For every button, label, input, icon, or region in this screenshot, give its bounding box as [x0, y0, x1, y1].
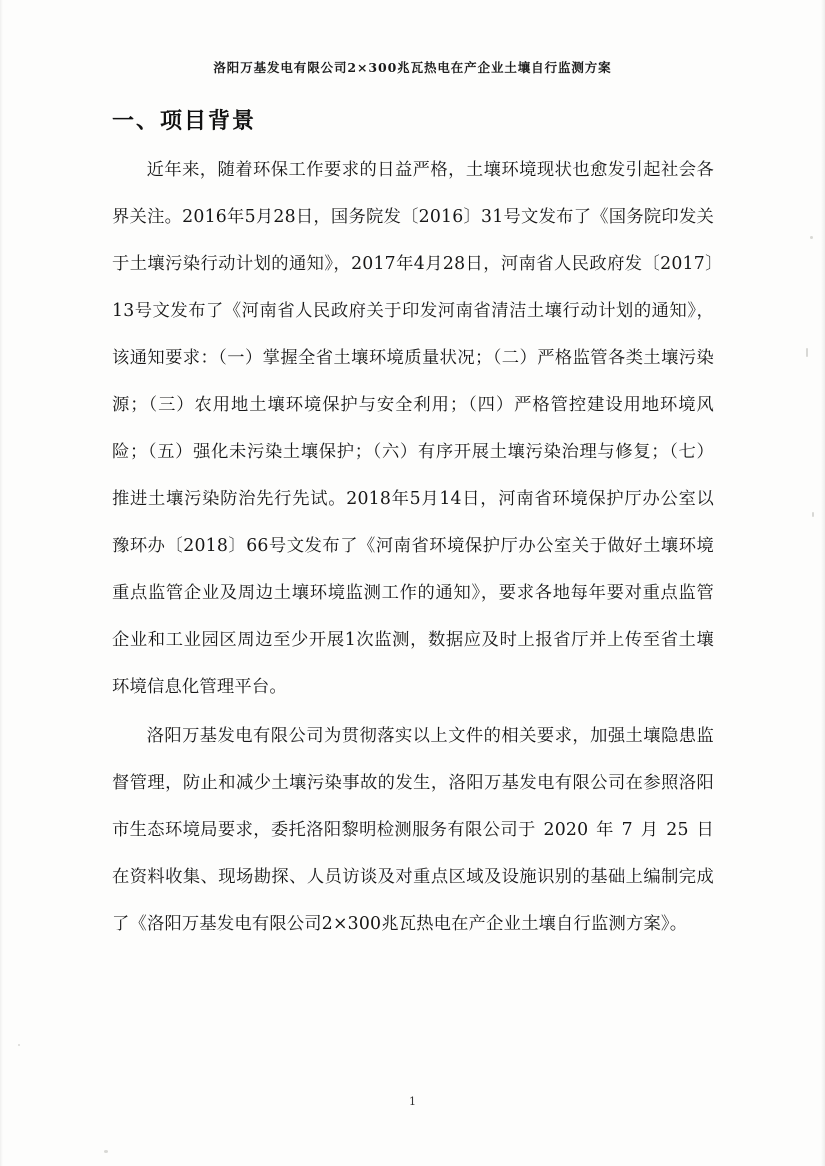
scan-edge-left	[0, 0, 3, 1166]
scan-speck	[810, 236, 813, 239]
paragraph-project-background-1: 近年来，随着环保工作要求的日益严格，土壤环境现状也愈发引起社会各界关注。2016年5月28日，国务院发〔2016〕31号文发布了《国务院印发关于土壤污染行动计划的通知》，2017年4月28日，河南省人民政府发〔2017〕13号文发布了《河南省人民政府关于印发河南省清洁土壤行动计划的通知》，该通知要求：（一）掌握全省土壤环境质量状况；（二）严格监管各类土壤污染源；（三）农用地土壤环境保护与安全利用；（四）严格管控建设用地环境风险；（五）强化未污染土壤保护；（六）有序开展土壤污染治理与修复；（七）推进土壤污染防治先行先试。2018年5月14日，河南省环境保护厅办公室以豫环办〔2018〕66号文发布了《河南省环境保护厅办公室关于做好土壤环境重点监管企业及周边土壤环境监测工作的通知》，要求各地每年要对重点监管企业和工业园区周边至少开展1次监测，数据应及时上报省厅并上传至省土壤环境信息化管理平台。	[112, 160, 714, 697]
scan-speck	[812, 512, 814, 517]
scan-speck	[806, 348, 808, 357]
document-body	[112, 104, 714, 950]
page-title: 一、项目背景	[112, 108, 257, 134]
scan-speck	[18, 1044, 20, 1046]
page-number: 1	[409, 1095, 416, 1108]
scan-edge-right	[821, 0, 825, 1166]
page-header: 洛阳万基发电有限公司2×300兆瓦热电在产企业土壤自行监测方案	[213, 60, 612, 75]
paragraph-project-background-2: 洛阳万基发电有限公司为贯彻落实以上文件的相关要求，加强土壤隐患监督管理，防止和减少土壤污染事故的发生，洛阳万基发电有限公司在参照洛阳市生态环境局要求，委托洛阳黎明检测服务有限公司于 2020 年 7 月 25 日在资料收集、现场勘探、人员访谈及对重点区域及设施识别的基础上编制完成了《洛阳万基发电有限公司2×300兆瓦热电在产企业土壤自行监测方案》。	[112, 726, 714, 934]
scan-speck	[104, 1150, 108, 1153]
